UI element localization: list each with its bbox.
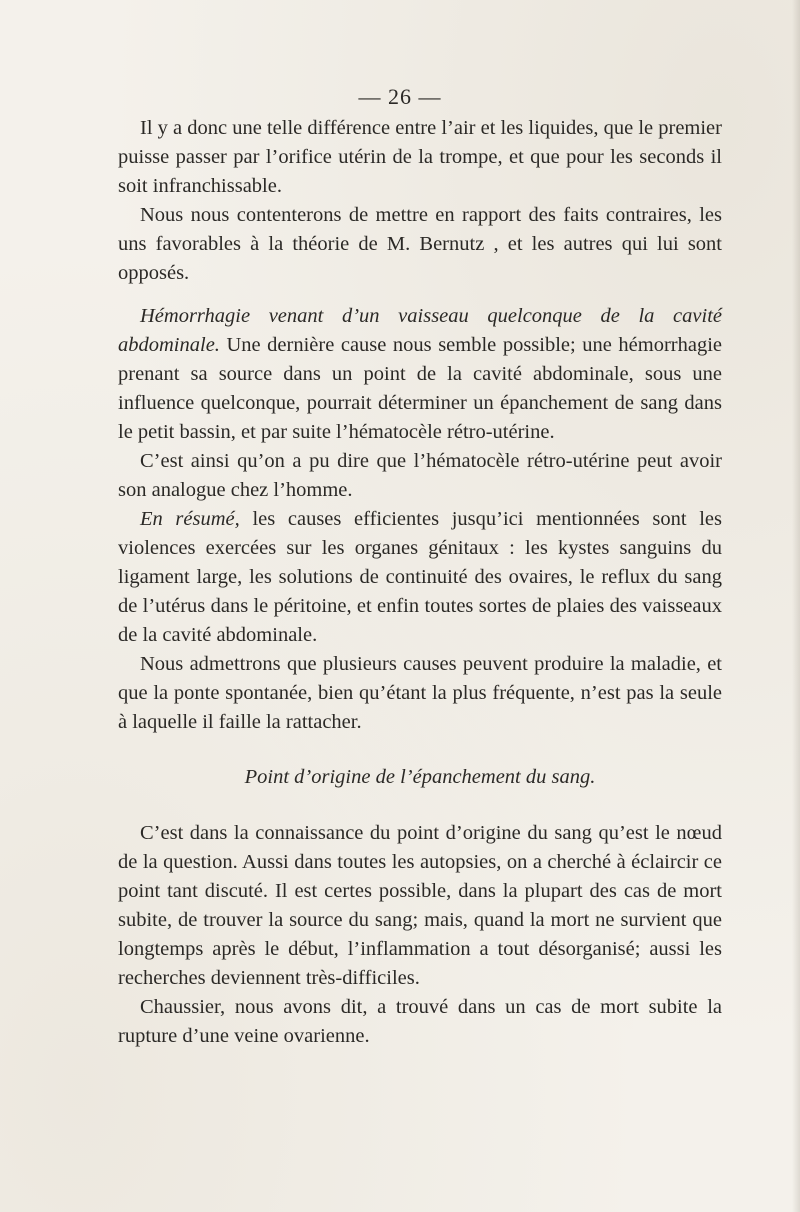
paragraph-5-lead: En résumé, — [140, 508, 240, 530]
paragraph-4: C’est ainsi qu’on a pu dire que l’hématocèle rétro-utérine peut avoir son analogue chez l’homme. — [118, 450, 722, 501]
paragraph-3-text: Une dernière cause nous semble possible; une hémorrhagie prenant sa source dans un point de la cavité abdominale, sous une influence quelconque, pourrait déterminer un épanchement de sang dans le petit bassin, et par suite l’hématocèle rétro-utérine. — [118, 334, 722, 443]
paragraph-3 — [118, 302, 722, 447]
section-subheading: Point d’origine de l’épanchement du sang. — [244, 766, 596, 788]
paragraph-5 — [118, 505, 722, 650]
page-number: — 26 — — [358, 84, 442, 109]
paragraph-7: C’est dans la connaissance du point d’origine du sang qu’est le nœud de la question. Aussi dans toutes les autopsies, on a cherché à éclaircir ce point tant discuté. Il est certes possible, dans la plupart des cas de mort subite, de trouver la source du sang; mais, quand la mort ne survient que longtemps après le début, l’inflammation a tout désorganisé; aussi les recherches deviennent très-difficiles. — [118, 822, 722, 989]
body-text — [118, 114, 722, 1051]
paragraph-6: Nous admettrons que plusieurs causes peuvent produire la maladie, et que la ponte spontanée, bien qu’étant la plus fréquente, n’est pas la seule à laquelle il faille la rattacher. — [118, 653, 722, 733]
page-edge-shadow — [792, 0, 800, 1212]
paragraph-1: Il y a donc une telle différence entre l’air et les liquides, que le premier puisse passer par l’orifice utérin de la trompe, et que pour les seconds il soit infranchissable. — [118, 117, 722, 197]
paragraph-5-text: les causes efficientes jusqu’ici mentionnées sont les violences exercées sur les organes génitaux : les kystes sanguins du ligament large, les solutions de continuité des ovaires, le reflux du sang de l’utérus dans le péritoine, et enfin toutes sortes de plaies des vaisseaux de la cavité abdominale. — [118, 508, 722, 646]
paragraph-8: Chaussier, nous avons dit, a trouvé dans un cas de mort subite la rupture d’une veine ovarienne. — [118, 996, 722, 1047]
paragraph-2: Nous nous contenterons de mettre en rapport des faits contraires, les uns favorables à la théorie de M. Bernutz , et les autres qui lui sont opposés. — [118, 204, 722, 284]
paragraph-3-lead: Hémorrhagie venant d’un vaisseau quelconque de la cavité abdominale. — [118, 305, 722, 356]
